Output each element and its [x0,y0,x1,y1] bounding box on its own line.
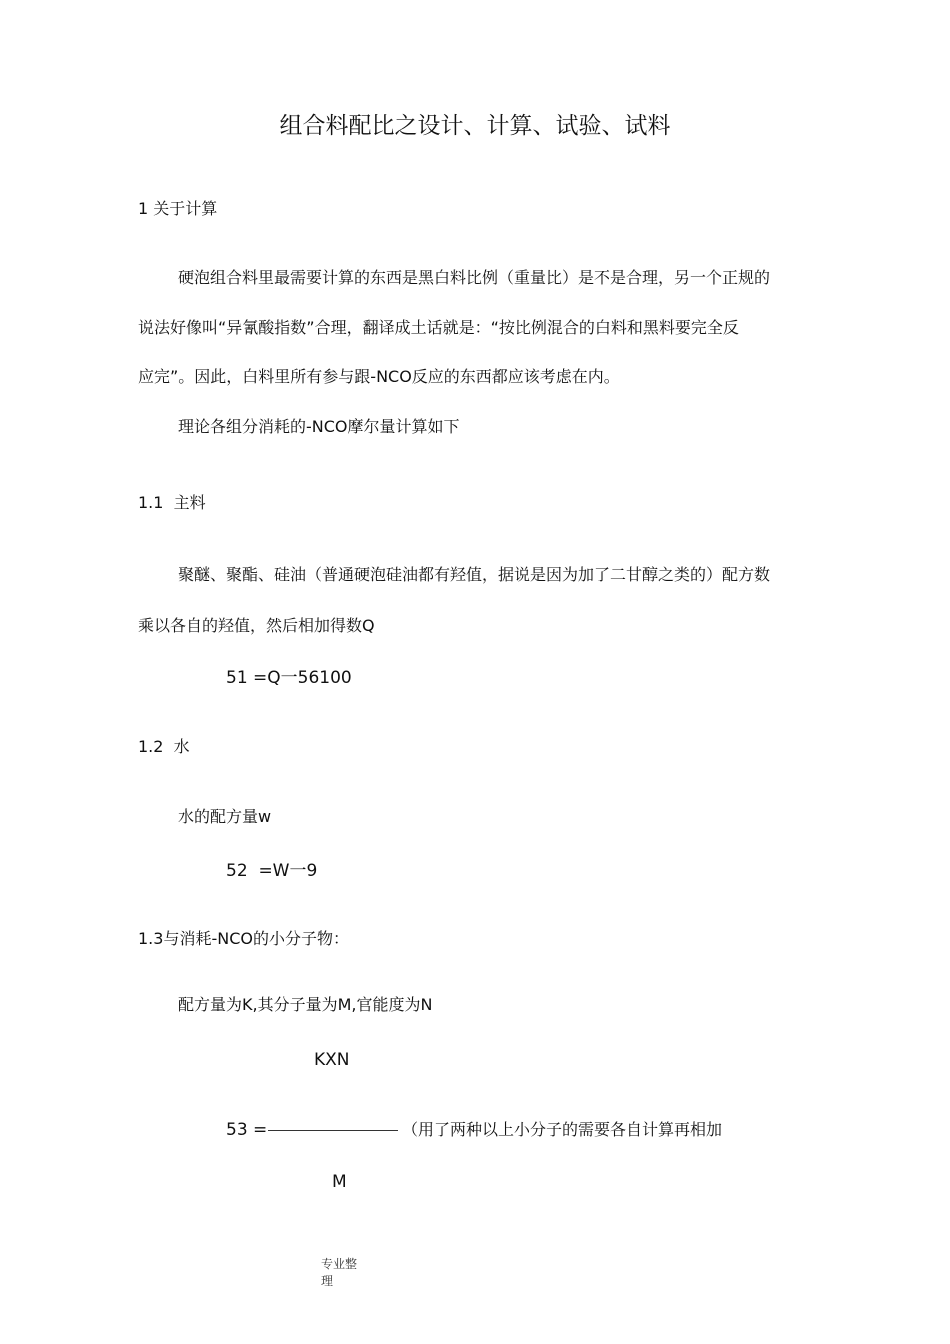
formula-53-prefix: 53 = [226,1120,268,1140]
paragraph-line: 应完”。因此，白料里所有参与跟-NCO反应的东西都应该考虑在内。 [138,367,620,386]
formula-51: 51 =Q一56100 [226,668,352,688]
formula-53-note: （用了两种以上小分子的需要各自计算再相加 [402,1120,723,1139]
fraction-numerator: KXN [314,1050,350,1070]
paragraph-line: 聚醚、聚酯、硅油（普通硬泡硅油都有羟值，据说是因为加了二甘醇之类的）配方数 [178,565,771,584]
paragraph-line: 理论各组分消耗的-NCO摩尔量计算如下 [178,417,460,436]
paragraph-line: 硬泡组合料里最需要计算的东西是黑白料比例（重量比）是不是合理，另一个正规的 [178,268,771,287]
fraction-denominator: M [332,1172,347,1192]
paragraph-line: 水的配方量w [178,807,272,826]
section-heading-1-3: 1.3与消耗-NCO的小分子物： [138,929,349,948]
page-title: 组合料配比之设计、计算、试验、试料 [279,113,671,139]
footer-text-line-2: 理 [321,1274,334,1288]
formula-52: 52 =W一9 [226,861,318,881]
section-heading-1-2: 1.2 水 [138,737,190,756]
paragraph-line: 乘以各自的羟值，然后相加得数Q [138,616,375,635]
section-heading-1: 1 关于计算 [138,199,218,218]
section-heading-1-1: 1.1 主料 [138,493,206,512]
paragraph-line: 说法好像叫“异氰酸指数”合理，翻译成土话就是：“按比例混合的白料和黑料要完全反 [138,318,739,337]
footer-text-line-1: 专业整 [321,1257,358,1271]
paragraph-line: 配方量为K,其分子量为M,官能度为N [178,995,433,1014]
fraction-bar [268,1130,398,1131]
